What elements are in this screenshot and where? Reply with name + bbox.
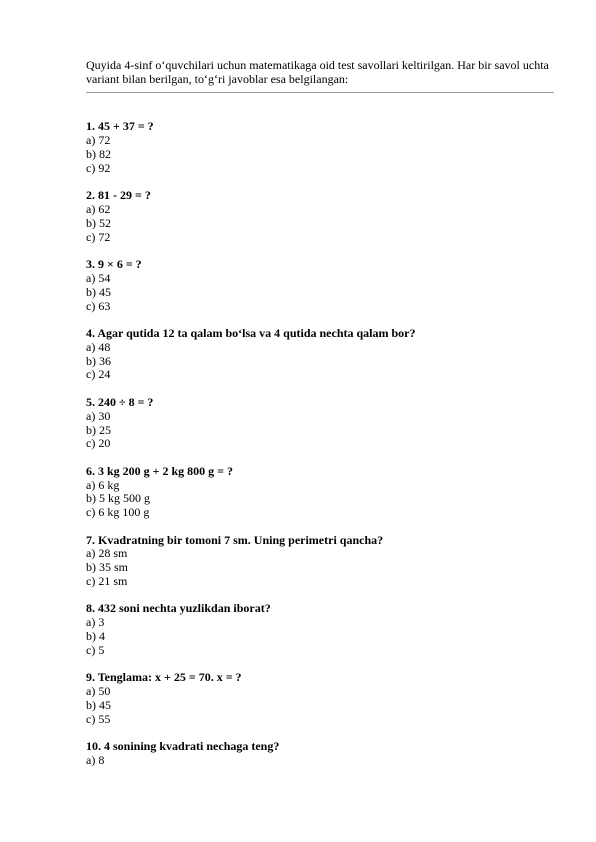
question-title: 6. 3 kg 200 g + 2 kg 800 g = ? <box>86 463 234 478</box>
question-list <box>86 120 554 768</box>
option-c: c) 55 <box>86 712 111 727</box>
intro-paragraph: Quyida 4-sinf o‘quvchilari uchun matematikaga oid test savollari keltirilgan. Har bir savol uchta variant bilan berilgan, to‘g‘ri javoblar esa belgilangan: <box>86 58 549 86</box>
question-title: 9. Tenglama: x + 25 = 70. x = ? <box>86 670 242 685</box>
question-3 <box>86 258 554 314</box>
question-8 <box>86 602 554 658</box>
option-b: b) 52 <box>86 215 111 230</box>
question-title: 8. 432 soni nechta yuzlikdan iborat? <box>86 601 271 616</box>
question-title: 2. 81 - 29 = ? <box>86 187 151 202</box>
question-4 <box>86 327 554 383</box>
option-c: c) 6 kg 100 g <box>86 505 150 520</box>
option-b: b) 5 kg 500 g <box>86 491 150 506</box>
option-b: b) 82 <box>86 146 111 161</box>
question-title: 10. 4 sonining kvadrati nechaga teng? <box>86 739 280 754</box>
question-7 <box>86 534 554 590</box>
option-c: c) 5 <box>86 643 105 658</box>
question-2 <box>86 189 554 245</box>
option-a: a) 72 <box>86 132 111 147</box>
option-a: a) 50 <box>86 684 111 699</box>
option-a: a) 3 <box>86 615 105 630</box>
option-c: c) 20 <box>86 436 111 451</box>
option-b: b) 4 <box>86 629 105 644</box>
option-b: b) 45 <box>86 698 111 713</box>
question-10 <box>86 740 554 768</box>
question-9 <box>86 671 554 727</box>
question-5 <box>86 396 554 452</box>
option-a: a) 30 <box>86 408 111 423</box>
horizontal-divider <box>86 92 554 93</box>
option-a: a) 54 <box>86 270 111 285</box>
question-title: 4. Agar qutida 12 ta qalam bo‘lsa va 4 qutida nechta qalam bor? <box>86 325 416 340</box>
option-a: a) 28 sm <box>86 546 128 561</box>
question-title: 3. 9 × 6 = ? <box>86 256 142 271</box>
option-a: a) 6 kg <box>86 477 120 492</box>
question-6 <box>86 465 554 521</box>
option-b: b) 45 <box>86 284 111 299</box>
option-c: c) 21 sm <box>86 574 128 589</box>
option-b: b) 35 sm <box>86 560 128 575</box>
option-b: b) 25 <box>86 422 111 437</box>
option-a: a) 8 <box>86 753 105 768</box>
option-c: c) 24 <box>86 367 111 382</box>
question-title: 1. 45 + 37 = ? <box>86 119 154 133</box>
option-b: b) 36 <box>86 353 111 368</box>
option-a: a) 62 <box>86 201 111 216</box>
option-c: c) 72 <box>86 229 111 244</box>
question-1 <box>86 120 554 176</box>
document-page <box>86 58 554 781</box>
question-title: 5. 240 ÷ 8 = ? <box>86 394 154 409</box>
option-c: c) 92 <box>86 160 111 175</box>
option-a: a) 48 <box>86 339 111 354</box>
option-c: c) 63 <box>86 298 111 313</box>
question-title: 7. Kvadratning bir tomoni 7 sm. Uning perimetri qancha? <box>86 532 384 547</box>
